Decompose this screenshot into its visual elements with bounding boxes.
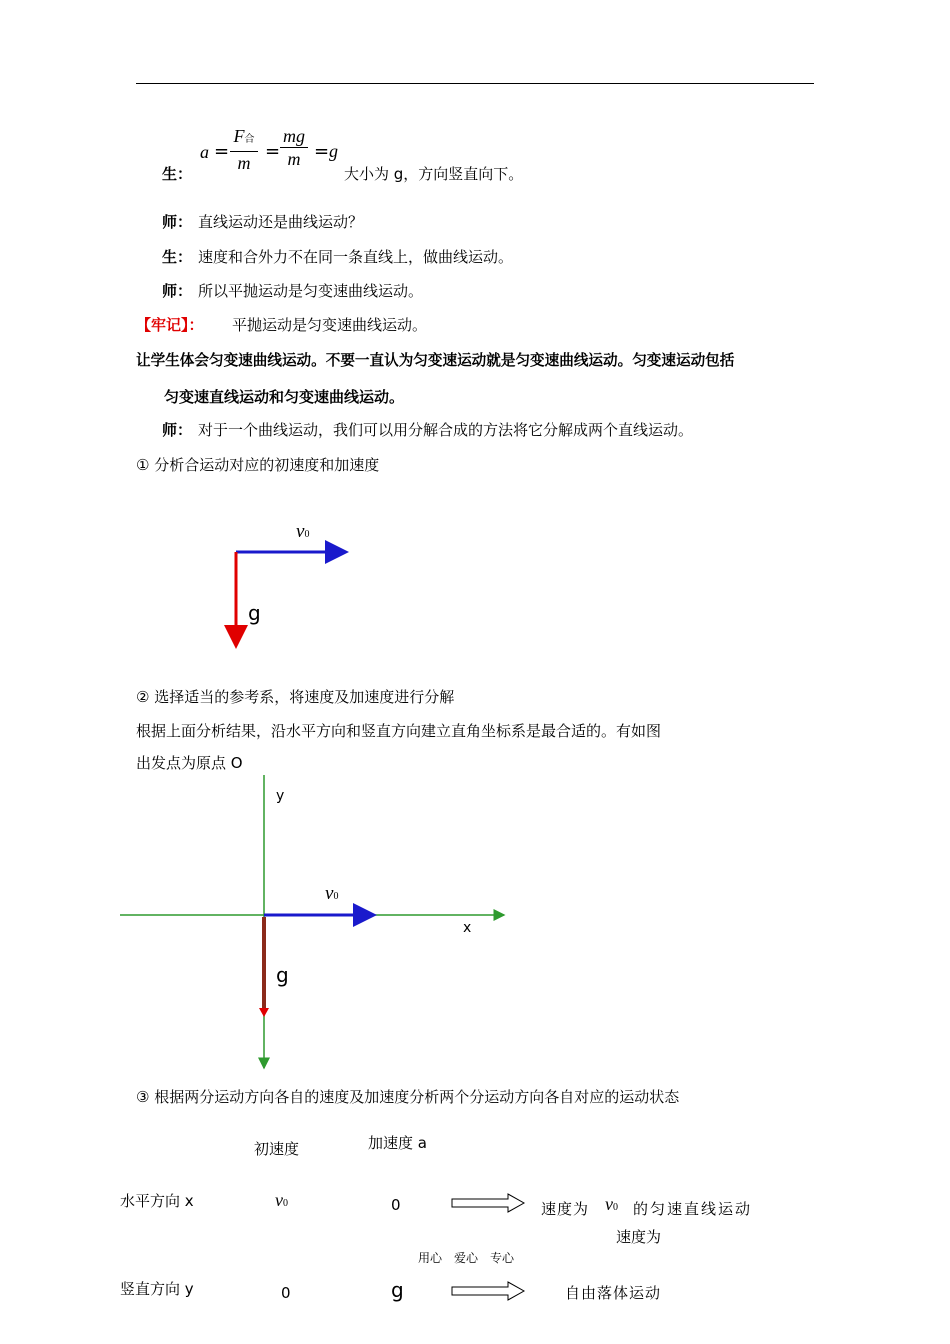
formula-eq3: =	[314, 141, 330, 162]
formula-m2: m	[287, 149, 301, 169]
y-axis-label: y	[276, 788, 285, 804]
row-y-acceleration: g	[391, 1278, 404, 1302]
speaker-teacher: 师：	[162, 213, 193, 231]
formula-mg: mg	[283, 126, 305, 146]
row-x-result-prefix: 速度为	[541, 1200, 590, 1218]
diagram2-g-label: g	[276, 963, 289, 987]
table-header-acceleration: 加速度 a	[368, 1134, 427, 1152]
note-tag: 【牢记】：	[136, 316, 204, 334]
line-1-text: 大小为 g，方向竖直向下。	[344, 165, 524, 183]
row-x-result-line-2: 速度为	[616, 1228, 662, 1246]
speaker-teacher: 师：	[162, 282, 193, 300]
table-header-initial-velocity: 初速度	[254, 1140, 300, 1158]
formula-g: g	[329, 141, 338, 161]
bold-paragraph-line-2: 匀变速直线运动和匀变速曲线运动。	[164, 388, 405, 406]
note-text: 平抛运动是匀变速曲线运动。	[232, 316, 428, 334]
line-2-text: 直线运动还是曲线运动？	[198, 213, 364, 231]
row-x-result-v0: v0	[605, 1194, 618, 1214]
formula-m1: m	[237, 153, 251, 173]
formula-F-sub: 合	[244, 134, 255, 145]
hollow-arrow-x	[452, 1194, 524, 1212]
row-x-acceleration: 0	[391, 1196, 401, 1214]
hollow-arrow-y	[452, 1282, 524, 1300]
row-y-result: 自由落体运动	[565, 1284, 662, 1302]
step-2-heading: ② 选择适当的参考系，将速度及加速度进行分解	[136, 688, 455, 706]
bold-paragraph-line-1: 让学生体会匀变速曲线运动。不要一直认为匀变速运动就是匀变速曲线运动。匀变速运动包括	[136, 352, 735, 369]
row-y-initial-velocity: 0	[281, 1284, 291, 1302]
row-x-label: 水平方向 x	[120, 1192, 194, 1210]
page-footer: 用心 爱心 专心	[418, 1251, 515, 1265]
row-x-result-suffix: 的匀速直线运动	[633, 1200, 753, 1218]
formula-eq1: =	[214, 141, 230, 162]
speaker-student: 生：	[162, 165, 193, 183]
speaker-teacher: 师：	[162, 421, 193, 439]
gravity-arrowhead	[259, 1008, 269, 1017]
diagram2-v0-label: v0	[325, 883, 339, 904]
step-1-heading: ① 分析合运动对应的初速度和加速度	[136, 456, 380, 474]
diagram1-v0-label: v0	[296, 521, 310, 542]
paragraph-line-1: 根据上面分析结果，沿水平方向和竖直方向建立直角坐标系是最合适的。有如图	[136, 722, 662, 740]
line-3-text: 速度和合外力不在同一条直线上，做曲线运动。	[198, 248, 514, 266]
formula-F: F	[233, 126, 245, 146]
x-axis-label: x	[463, 920, 472, 936]
line-4-text: 所以平抛运动是匀变速曲线运动。	[198, 282, 424, 300]
row-y-label: 竖直方向 y	[120, 1280, 194, 1298]
speaker-student: 生：	[162, 248, 193, 266]
row-x-initial-velocity: v0	[275, 1190, 288, 1210]
formula-eq2: =	[265, 141, 281, 162]
step-3-heading: ③ 根据两分运动方向各自的速度及加速度分析两个分运动方向各自对应的运动状态	[136, 1088, 680, 1106]
formula-a: a	[200, 142, 209, 162]
diagram1-g-label: g	[248, 601, 261, 625]
paragraph-line-2: 出发点为原点 O	[136, 754, 243, 772]
line-5-text: 对于一个曲线运动，我们可以用分解合成的方法将它分解成两个直线运动。	[198, 421, 694, 439]
